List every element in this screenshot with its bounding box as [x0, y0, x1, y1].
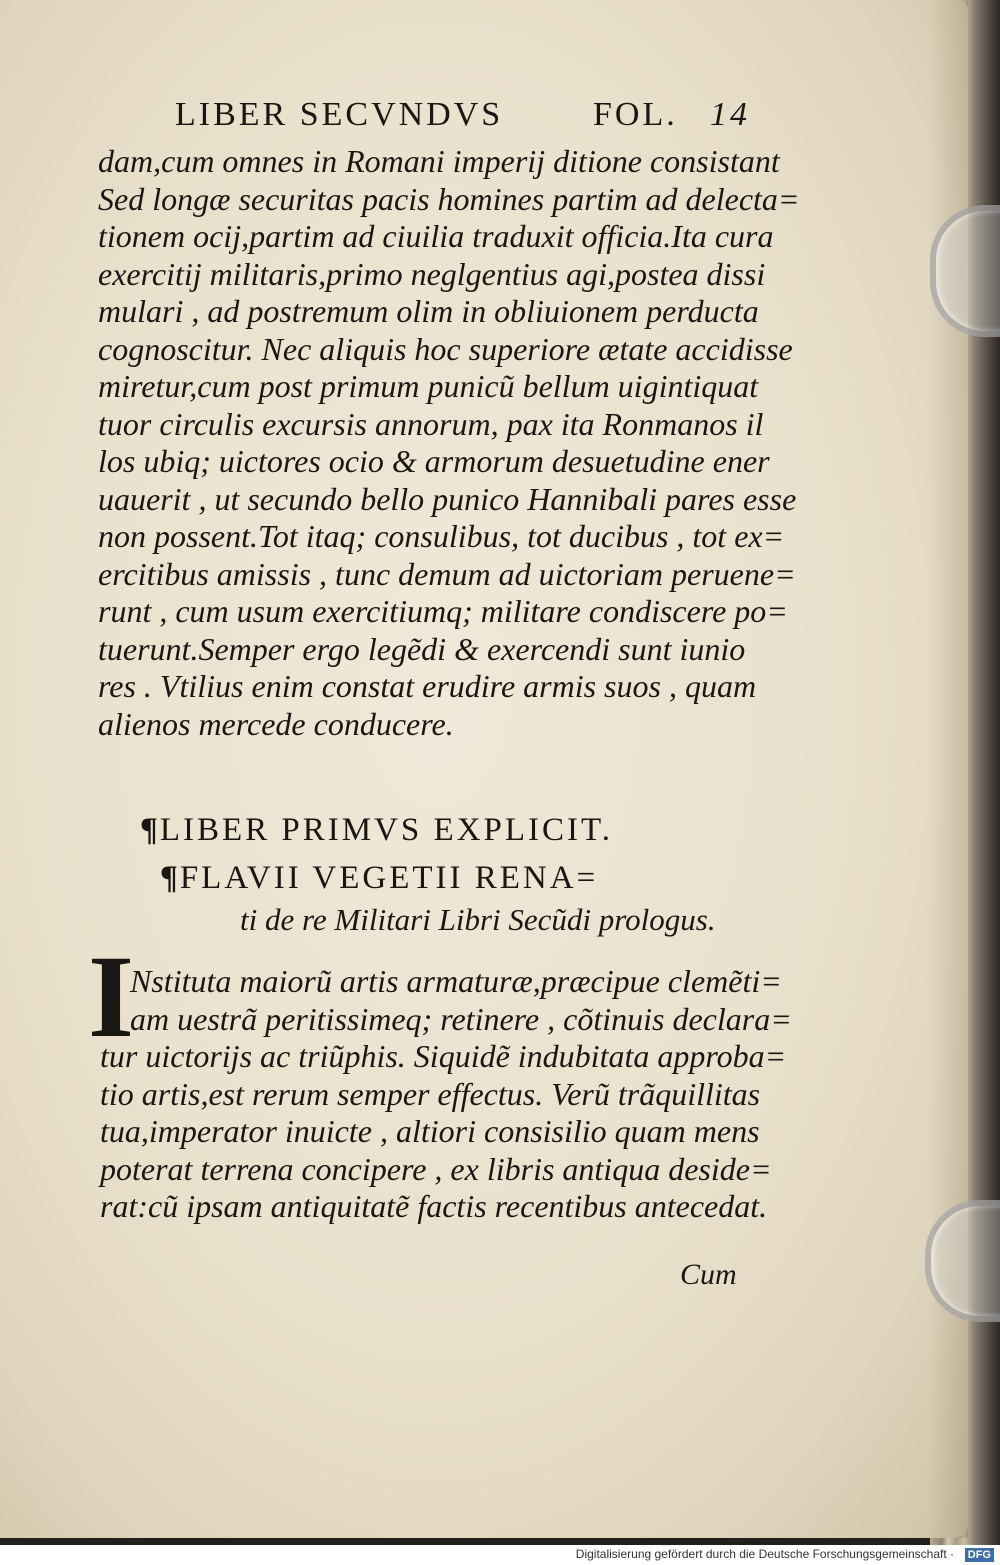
folio-number: 14: [710, 96, 750, 133]
text-line: runt , cum usum exercitiumq; militare condiscere po=: [98, 593, 788, 629]
text-line: alienos mercede conducere.: [98, 705, 454, 742]
text-line: tua,imperator inuicte , altiori consisilio quam mens: [100, 1113, 760, 1149]
catchword: Cum: [680, 1258, 737, 1291]
dfg-logo: DFG: [965, 1548, 994, 1562]
text-line: res . Vtilius enim constat erudire armis suos , quam: [98, 668, 757, 704]
text-line: cognoscitur. Nec aliquis hoc superiore ætate accidisse: [98, 330, 793, 367]
explicit-heading: [140, 812, 613, 849]
dfg-footer: [0, 1545, 1000, 1565]
prologue-heading: [160, 860, 598, 897]
running-title: LIBER SECVNDVS: [175, 96, 504, 133]
explicit-text: LIBER PRIMVS EXPLICIT.: [159, 812, 613, 848]
drop-cap: I: [88, 931, 134, 1062]
text-line: los ubiq; uictores ocio & armorum desuetudine ener: [98, 443, 770, 479]
body-text-bottom: [100, 963, 792, 1226]
text-line: tio artis,est rerum semper effectus. Verũ trãquillitas: [100, 1075, 761, 1112]
running-header: [175, 96, 750, 140]
dfg-credit-text: Digitalisierung gefördert durch die Deutsche Forschungsgemeinschaft ·: [575, 1547, 954, 1561]
folio-label: FOL.: [593, 96, 678, 133]
text-line: Sed longæ securitas pacis homines partim ad delecta=: [98, 180, 800, 217]
pilcrow-icon: ¶: [140, 812, 158, 848]
prologue-heading-text: FLAVII VEGETII RENA=: [179, 860, 599, 896]
text-line: non possent.Tot itaq; consulibus, tot ducibus , tot ex=: [98, 518, 785, 554]
text-line: am uestrã peritissimeq; retinere , cõtinuis declara=: [130, 1000, 792, 1037]
body-text-top: [98, 143, 800, 743]
text-line: tur uictorijs ac triũphis. Siquidẽ indubitata approba=: [100, 1038, 787, 1074]
text-line: tionem ocij,partim ad ciuilia traduxit officia.Ita cura: [98, 218, 774, 254]
text-line: ercitibus amissis , tunc demum ad uictoriam peruene=: [98, 555, 796, 592]
text-line: tuor circulis excursis annorum, pax ita Ronmanos il: [98, 405, 764, 442]
prologue-subtitle: ti de re Militari Libri Secũdi prologus.: [240, 902, 716, 937]
text-line: dam,cum omnes in Romani imperij ditione consistant: [98, 143, 780, 179]
text-line: rat:cũ ipsam antiquitatẽ factis recentibus antecedat.: [100, 1188, 768, 1224]
text-line: mulari , ad postremum olim in obliuionem perducta: [98, 293, 759, 329]
text-line: Nstituta maiorũ artis armaturæ,præcipue clemẽti=: [130, 963, 782, 999]
pilcrow-icon: ¶: [160, 860, 178, 896]
text-line: tuerunt.Semper ergo legẽdi & exercendi sunt iunio: [98, 630, 746, 667]
text-line: miretur,cum post primum punicũ bellum uigintiquat: [98, 368, 759, 404]
text-line: exercitij militaris,primo neglgentius agi,postea dissi: [98, 255, 766, 292]
text-line: poterat terrena concipere , ex libris antiqua deside=: [100, 1150, 772, 1187]
text-line: uauerit , ut secundo bello punico Hannibali pares esse: [98, 480, 797, 517]
